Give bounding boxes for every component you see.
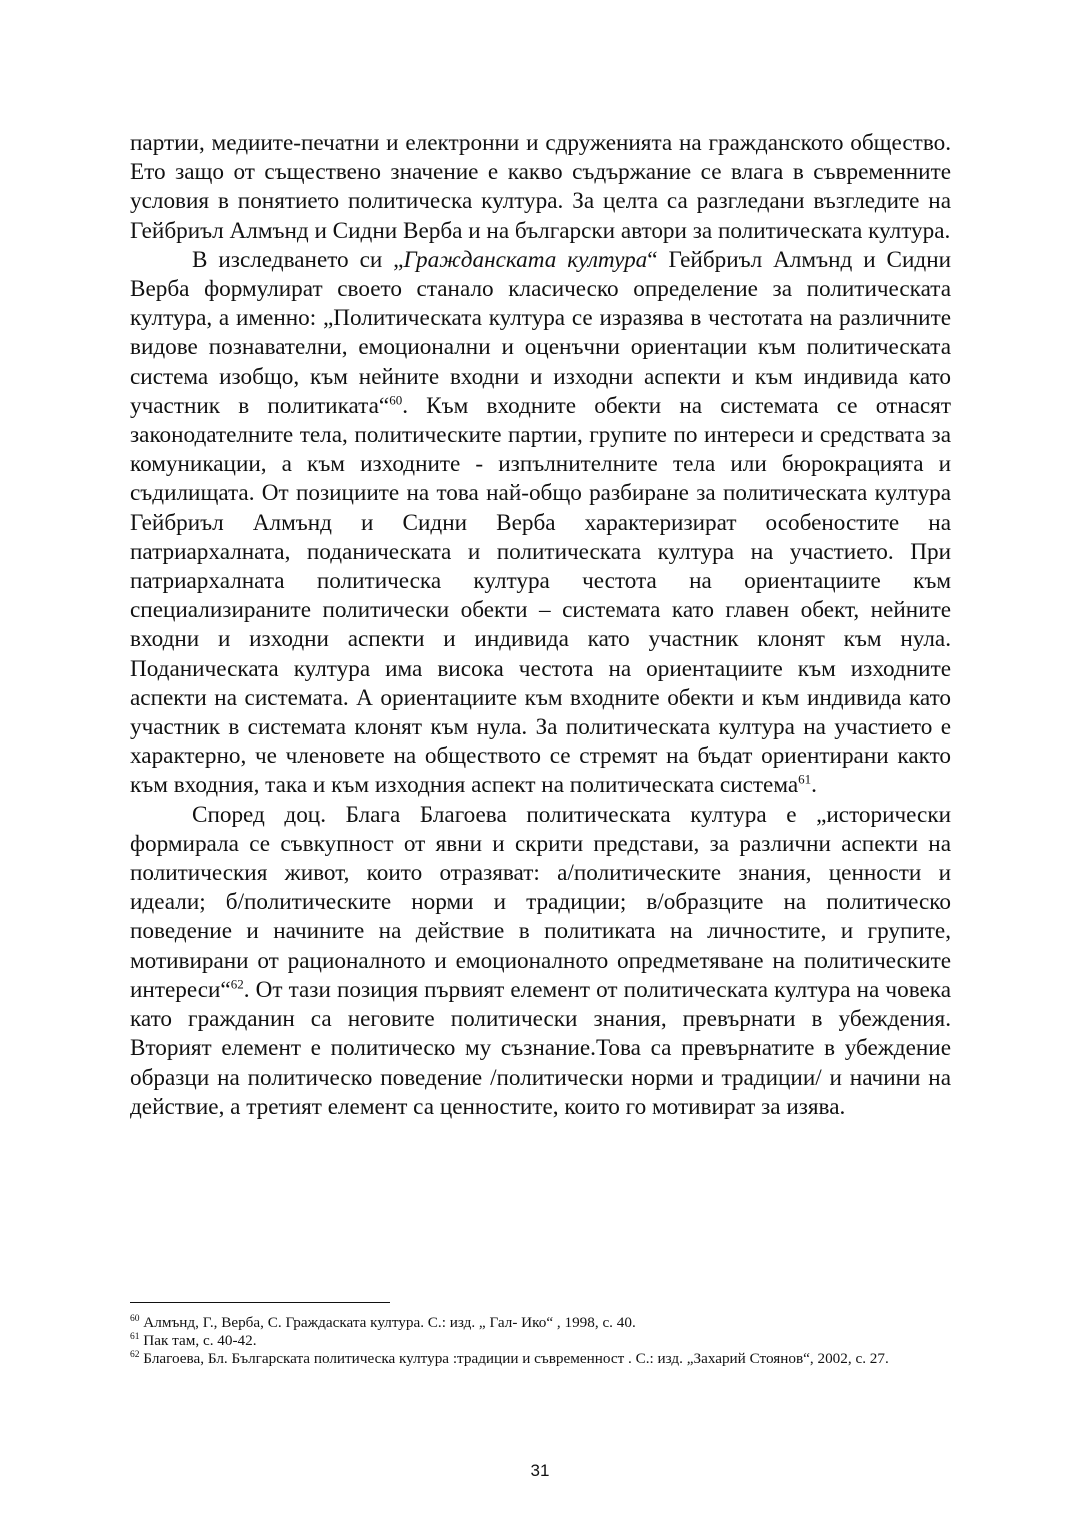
footnote-text: Пак там, с. 40-42.: [139, 1332, 257, 1349]
footnote-62: [130, 1350, 951, 1368]
paragraph-2-text-end: .: [811, 772, 817, 799]
paragraph-3-text-cont: . От тази позиция първият елемент от политическата култура на човека като гражданин са неговите политически знания, превърнати в убеждения. Вторият елемент е политическо му съзнание.Това са превърнатите в убеждение образци на политическо поведение /политически норми и традиции/ и начини на действие, а третият елемент са ценностите, които го мотивират за изява.: [130, 976, 951, 1120]
paragraph-1: [130, 129, 951, 246]
footnote-number: 60: [130, 1313, 140, 1324]
paragraph-2: [130, 246, 951, 801]
main-body-text: [130, 129, 951, 1122]
footnote-text: Благоева, Бл. Българската политическа култура :традиции и съвременност . С.: изд. „Захарий Стоянов“, 2002, с. 27.: [139, 1350, 889, 1367]
paragraph-3: [130, 801, 951, 1122]
paragraph-2-quote: “ Гейбриъл Алмънд и Сидни Верба формулират своето станало класическо определение за политическата култура, а именно: „Политическата култура се изразява в честотата на различните видове познавателни, емоционални и оценъчни ориентации към политическата система изобщо, към нейните входни и изходни аспекти и към индивида като участник в политиката“: [130, 246, 952, 419]
footnote-61: [130, 1332, 951, 1350]
footnote-number: 61: [130, 1331, 140, 1342]
paragraph-2-text-cont: . Към входните обекти на системата се отнасят законодателните тела, политическите партии, групите по интереси и средствата за комуникации, а към изходните - изпълнителните тела или бюрокрацията и съдилищата. От позициите на това най-общо разбиране за политическата култура Гейбриъл Алмънд и Сидни Верба характеризират особеностите на патриархалната, поданическата и политическата култура на участието. При патриархалната политическа култура честота на ориентациите към специализираните политически обекти – системата като главен обект, нейните входни и изходни аспекти и индивида като участник клонят към нула. Поданическата култура има висока честота на ориентациите към изходните аспекти на системата. А ориентациите към входните обекти и към индивида като участник в системата клонят към нула. За политическата култура на участието е характерно, че членовете на обществото се стремят на бъдат ориентирани както към входния, така и към изходния аспект на политическата система: [130, 392, 951, 799]
footnote-separator: [130, 1302, 390, 1303]
paragraph-3-quote: Според доц. Блага Благоева политическата култура е „исторически формирала се съвкупност от явни и скрити представи, за различни аспекти на политическия живот, които отразяват: а/политическите знания, ценности и идеали; б/политическите норми и традиции; в/образците на политическо поведение и начините на действие в политиката на личностите, и групите, мотивирани от рационалното и емоционалното опредметяване на политическите интереси“: [130, 801, 951, 1003]
book-title-italic: Гражданската култура: [403, 246, 648, 273]
paragraph-1-text: партии, медиите-печатни и електронни и сдруженията на гражданското общество. Ето защо от съществено значение е какво съдържание се влага в съвременните условия в понятието политическа култура. За целта са разгледани възгледите на Гейбриъл Алмънд и Сидни Верба и на български автори за политическата култура.: [130, 130, 951, 244]
footnote-ref-62[interactable]: 62: [230, 976, 244, 992]
footnote-ref-60[interactable]: 60: [389, 392, 403, 408]
footnote-ref-61[interactable]: 61: [798, 771, 812, 787]
paragraph-2-text-start: В изследването си „: [192, 246, 404, 273]
footnote-text: Алмънд, Г., Верба, С. Граждаската култура. С.: изд. „ Гал- Ико“ , 1998, с. 40.: [139, 1314, 636, 1331]
footnote-60: [130, 1314, 951, 1332]
page-number: 31: [530, 1461, 550, 1480]
footnote-number: 62: [130, 1349, 140, 1360]
footnotes: [130, 1314, 951, 1368]
